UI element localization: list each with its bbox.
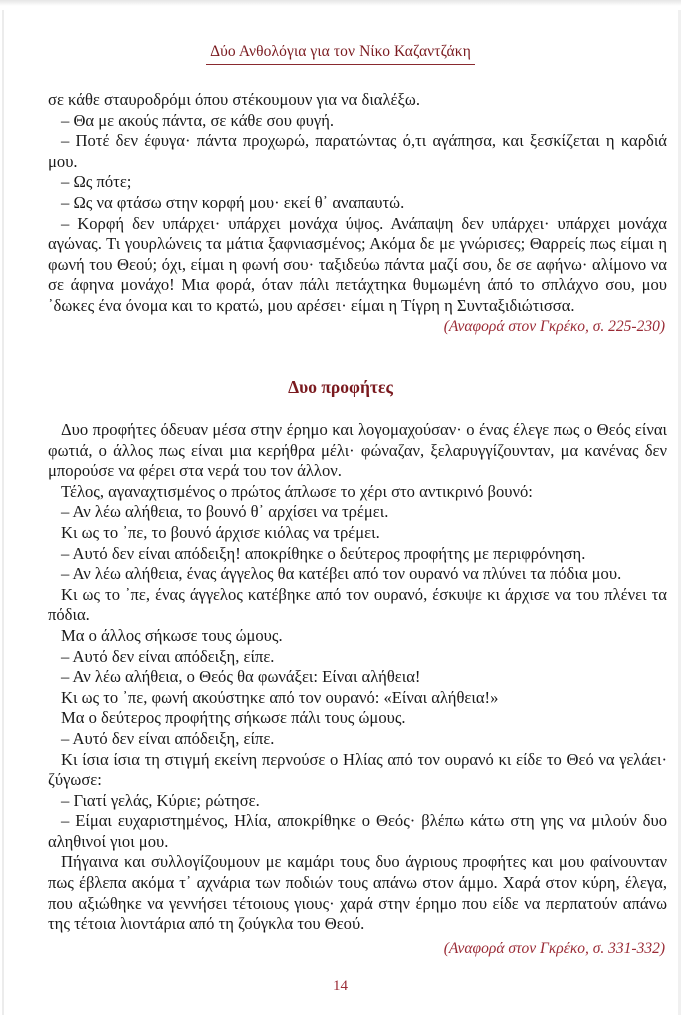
paragraph: – Θα με ακούς πάντα, σε κάθε σου φυγή. xyxy=(61,110,335,130)
paragraph: – Γιατί γελάς, Κύριε; ρώτησε. xyxy=(61,790,260,810)
paragraph: Κι ως το ᾽πε, το βουνό άρχισε κιόλας να τρέμει. xyxy=(61,522,380,542)
paragraph: – Αυτό δεν είναι απόδειξη! αποκρίθηκε ο δεύτερος προφήτης με περιφρόνηση. xyxy=(61,543,586,563)
paragraph: – Αν λέω αλήθεια, ο Θεός θα φωνάξει: Είναι αλήθεια! xyxy=(61,667,421,687)
paragraph: Δυο προφήτες όδευαν μέσα στην έρημο και λογομαχούσαν· ο ένας έλεγε πως ο Θεός είναι φωτιά, ο άλλος πως είναι μια κερήθρα μέλι· φώναζαν, ξελαρυγγίζουνταν, μα κανένας δεν μπορούσε να φέρει στα νερά του τον άλλον. xyxy=(48,420,667,481)
page-edge-left xyxy=(2,10,4,1015)
paragraph: Πήγαινα και συλλογίζουμουν με καμάρι τους δυο άγριους προφήτες και μου φαίνουνταν πως έβλεπα ακόμα τ᾽ αχνάρια των ποδιών τους απάνω στον άμμο. Χαρά στον κύρη, έλεγα, που αξιώθηκε να γεννήσει τέτοιους γιους· χαρά στην έρημο που είδε να περπατούν απάνω της τέτοια λιοντάρια από τη ζούγκλα του Θεού. xyxy=(48,852,667,934)
paragraph: – Αυτό δεν είναι απόδειξη, είπε. xyxy=(61,728,275,748)
running-header xyxy=(0,43,681,65)
paragraph: Μα ο δεύτερος προφήτης σήκωσε πάλι τους ώμους. xyxy=(61,708,406,728)
source-citation-1: (Αναφορά στον Γκρέκο, σ. 225-230) xyxy=(443,318,665,335)
paragraph: Μα ο άλλος σήκωσε τους ώμους. xyxy=(61,625,283,645)
page-edge-top xyxy=(0,0,681,6)
paragraph: Τέλος, αγαναχτισμένος ο πρώτος άπλωσε το χέρι στο αντικρινό βουνό: xyxy=(61,481,533,501)
source-citation-2: (Αναφορά στον Γκρέκο, σ. 331-332) xyxy=(443,940,665,957)
paragraph: σε κάθε σταυροδρόμι όπου στέκουμουν για να διαλέξω. xyxy=(48,90,420,109)
section-title: Δυο προφήτες xyxy=(288,377,393,397)
paragraph: – Αν λέω αλήθεια, το βουνό θ᾽ αρχίσει να τρέμει. xyxy=(61,502,389,522)
paragraph: – Αυτό δεν είναι απόδειξη, είπε. xyxy=(61,646,275,666)
running-title: Δύο Ανθολόγια για τον Νίκο Καζαντζάκη xyxy=(206,43,475,65)
paragraph: Κι ίσια ίσια τη στιγμή εκείνη περνούσε ο Ηλίας από τον ουρανό κι είδε το Θεό να γελάει· ζύγωσε: xyxy=(48,749,667,790)
paragraph: Κι ως το ᾽πε, ένας άγγελος κατέβηκε από τον ουρανό, έσκυψε κι άρχισε να του πλένει τα πόδια. xyxy=(48,584,667,625)
paragraph: – Ποτέ δεν έφυγα· πάντα προχωρώ, παρατώντας ό,τι αγάπησα, και ξεσκίζεται η καρδιά μου. xyxy=(48,131,667,171)
paragraph: – Κορφή δεν υπάρχει· υπάρχει μονάχα ύψος. Ανάπαψη δεν υπάρχει· υπάρχει μονάχα αγώνας. Τι γουρλώνεις τα μάτια ξαφνιασμένος; Ακόμα δε με γνώρισες; Θαρρείς πως είμαι η φωνή του Θεού; όχι, είμαι η φωνή σου· ταξιδεύω πάντα μαζί σου, δε σε αφήνω· αλίμονο να σε άφηνα μονάχο! Μια φορά, όταν πάλι πετάχτηκα θυμωμένη άπό το σπλάχνο σου, μου ᾽δωκες ένα όνομα και το κρατώ, μου αρέσει· είμαι η Τίγρη η Συνταξιδιώτισσα. xyxy=(48,213,667,315)
section-2-body xyxy=(48,420,667,935)
paragraph: – Ως πότε; xyxy=(61,172,132,192)
paragraph: Κι ως το ᾽πε, φωνή ακούστηκε από τον ουρανό: «Είναι αλήθεια!» xyxy=(61,687,499,707)
paragraph: – Ως να φτάσω στην κορφή μου· εκεί θ᾽ αναπαυτώ. xyxy=(61,192,405,212)
section-1-body xyxy=(48,90,667,317)
page-number: 14 xyxy=(333,978,348,994)
paragraph: – Είμαι ευχαριστημένος, Ηλία, αποκρίθηκε ο Θεός· βλέπω κάτω στη γης να μιλούν δυο αληθινοί γιοι μου. xyxy=(48,811,667,851)
paragraph: – Αν λέω αλήθεια, ένας άγγελος θα κατέβει από τον ουρανό να πλύνει τα πόδια μου. xyxy=(61,564,622,584)
